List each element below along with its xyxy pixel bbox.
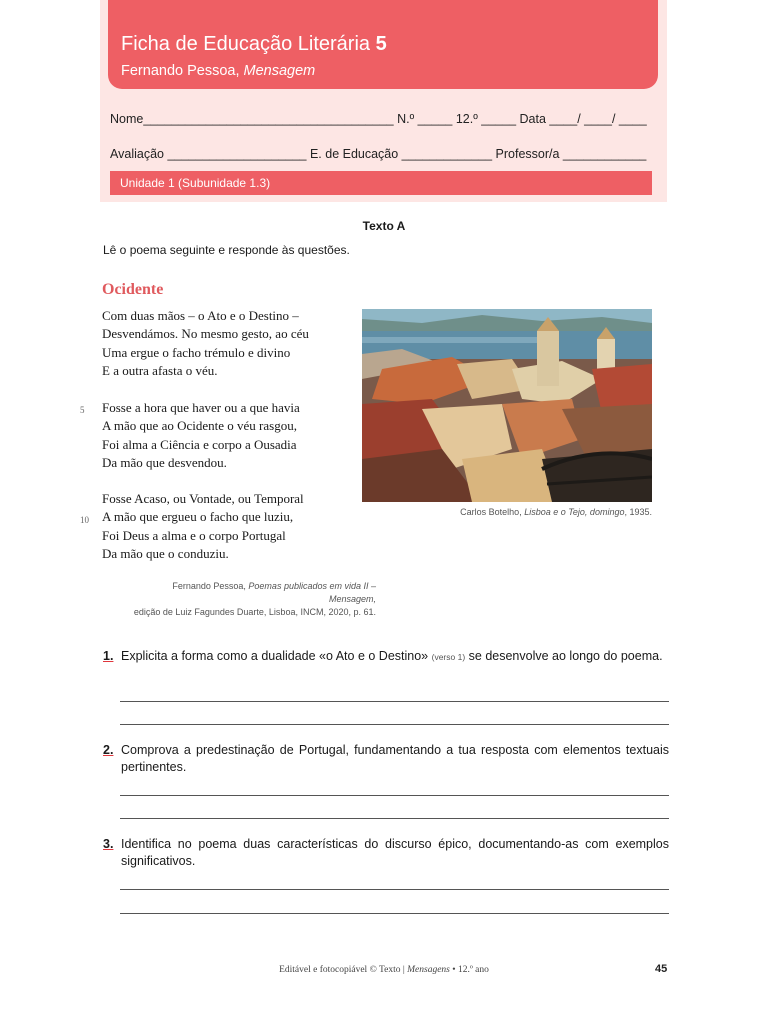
answer-line[interactable] <box>120 889 669 890</box>
verse-reference: (verso 1) <box>431 652 466 662</box>
question-2: 2. Comprova a predestinação de Portugal, fundamentando a tua resposta com elementos textuais pertinentes. <box>103 743 669 774</box>
answer-line[interactable] <box>120 795 669 796</box>
poem-stanza-1 <box>102 307 309 380</box>
poem-verse: Foi alma a Ciência e corpo a Ousadia <box>102 436 297 452</box>
evaluation-line[interactable]: Avaliação ____________________ E. de Educação _____________ Professor/a ____________ <box>110 147 647 161</box>
question-number: 3. <box>103 837 114 851</box>
answer-line[interactable] <box>120 818 669 819</box>
poem-verse: A mão que ao Ocidente o véu rasgou, <box>102 418 297 434</box>
section-label: Texto A <box>362 219 406 233</box>
answer-line[interactable] <box>120 701 669 702</box>
question-3: 3. Identifica no poema duas características do discurso épico, documentando-as com exemplos significativos. <box>103 837 669 868</box>
poem-verse: Fosse Acaso, ou Vontade, ou Temporal <box>102 491 304 506</box>
painting-image <box>362 309 652 502</box>
unit-label: Unidade 1 (Subunidade 1.3) <box>120 176 271 190</box>
line-number: 5 <box>80 405 85 415</box>
poem-verse: A mão que ergueu o facho que luziu, <box>102 509 294 525</box>
question-number: 1. <box>103 649 114 663</box>
poem-stanza-3 <box>102 490 304 563</box>
poem-verse: Desvendámos. No mesmo gesto, ao céu <box>102 326 309 342</box>
answer-line[interactable] <box>120 913 669 914</box>
question-1: 1. Explicita a forma como a dualidade «o Ato e o Destino» (verso 1) se desenvolve ao longo do poema. <box>103 649 663 663</box>
poem-stanza-2 <box>102 399 300 472</box>
unit-banner <box>110 171 652 195</box>
worksheet-subtitle: Fernando Pessoa, Mensagem <box>121 63 316 79</box>
answer-line[interactable] <box>120 724 669 725</box>
poem-verse: Fosse a hora que haver ou a que havia <box>102 400 300 415</box>
poem-verse: Foi Deus a alma e o corpo Portugal <box>102 527 286 543</box>
footer-copyright: Editável e fotocopiável © Texto | Mensagens • 12.º ano <box>279 965 489 975</box>
student-info-line[interactable]: Nome____________________________________ N.º _____ 12.º _____ Data ____/ ____/ ____ <box>110 112 647 126</box>
worksheet-number: 5 <box>375 33 387 55</box>
page-number: 45 <box>655 963 668 975</box>
worksheet-title: Ficha de Educação Literária 5 <box>121 33 387 55</box>
poem-title: Ocidente <box>102 281 164 298</box>
instruction-text: Lê o poema seguinte e responde às questões. <box>103 243 350 257</box>
poem-verse: Da mão que o conduziu. <box>102 545 229 561</box>
poem-source: Fernando Pessoa, Poemas publicados em vida II – Mensagem, edição de Luiz Fagundes Duarte, Lisboa, INCM, 2020, p. 61. <box>133 581 376 617</box>
line-number: 10 <box>80 515 89 525</box>
poem-verse: E a outra afasta o véu. <box>102 362 218 378</box>
poem-verse: Com duas mãos – o Ato e o Destino – <box>102 308 299 323</box>
poem-verse: Da mão que desvendou. <box>102 454 227 470</box>
poem-verse: Uma ergue o facho trémulo e divino <box>102 344 291 360</box>
question-number: 2. <box>103 743 114 757</box>
painting-caption: Carlos Botelho, Lisboa e o Tejo, domingo, 1935. <box>460 507 652 517</box>
